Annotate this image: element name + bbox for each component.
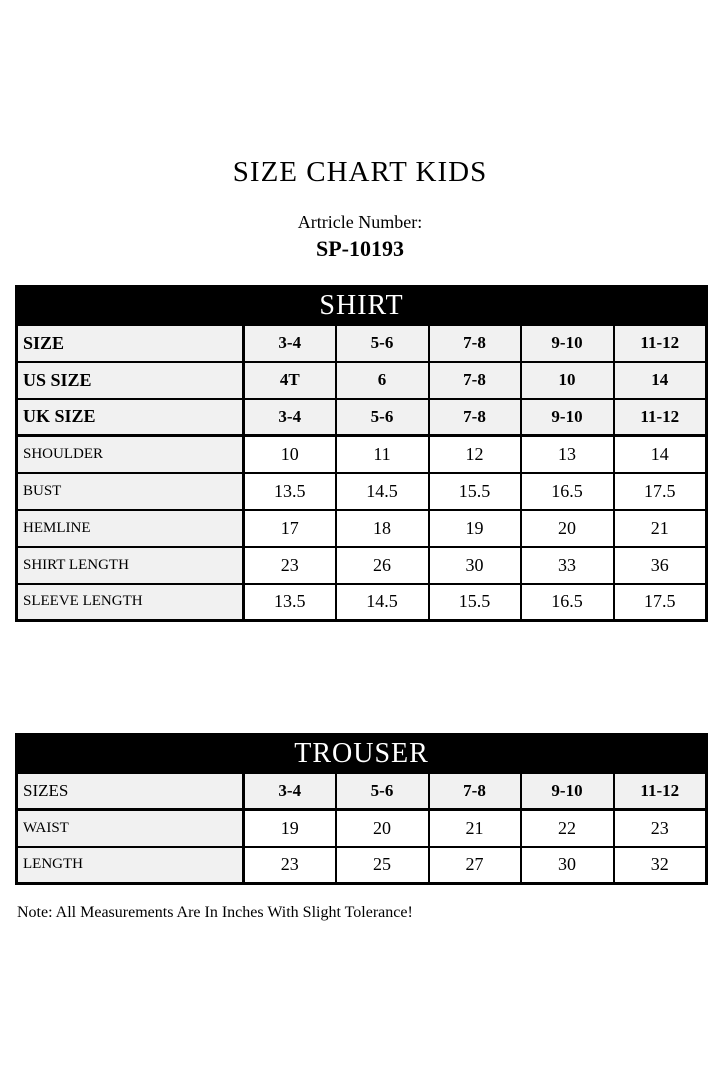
shirt-table-row [17,473,707,510]
shirt-table-row [17,584,707,621]
shirt-table-value-cell: 17.5 [614,584,707,621]
shirt-table-row-label: UK SIZE [17,399,244,436]
shirt-table-value-cell: 13 [521,436,614,473]
shirt-table-value-cell: 36 [614,547,707,584]
shirt-table-value-cell: 21 [614,510,707,547]
article-number-value: SP-10193 [316,236,404,261]
shirt-table-value-cell: 7-8 [429,399,521,436]
shirt-table-value-cell: 9-10 [521,399,614,436]
shirt-table-value-cell: 18 [336,510,429,547]
shirt-table-value-cell: 3-4 [244,325,336,362]
trouser-table-row [17,847,707,884]
shirt-table-value-cell: 14.5 [336,584,429,621]
shirt-table-value-cell: 3-4 [244,399,336,436]
trouser-table-title: TROUSER [17,735,707,773]
shirt-table-value-cell: 26 [336,547,429,584]
shirt-table-value-cell: 7-8 [429,325,521,362]
shirt-table-value-cell: 9-10 [521,325,614,362]
shirt-table-row-label: BUST [17,473,244,510]
shirt-table-row-label: US SIZE [17,362,244,399]
shirt-table-value-cell: 10 [244,436,336,473]
trouser-table-value-cell: 27 [429,847,521,884]
shirt-table-value-cell: 15.5 [429,584,521,621]
shirt-table-value-cell: 13.5 [244,473,336,510]
trouser-table-value-cell: 5-6 [336,773,429,810]
shirt-table-value-cell: 33 [521,547,614,584]
shirt-table-value-cell: 7-8 [429,362,521,399]
trouser-table-value-cell: 11-12 [614,773,707,810]
shirt-table-value-cell: 14 [614,362,707,399]
shirt-table-row [17,436,707,473]
shirt-table-row [17,362,707,399]
trouser-table-row [17,810,707,847]
shirt-table-row-label: SIZE [17,325,244,362]
trouser-table-value-cell: 32 [614,847,707,884]
shirt-table-value-cell: 19 [429,510,521,547]
shirt-table-value-cell: 5-6 [336,399,429,436]
shirt-table-row [17,510,707,547]
shirt-table-value-cell: 6 [336,362,429,399]
shirt-table-value-cell: 10 [521,362,614,399]
trouser-table-row [17,773,707,810]
trouser-table-value-cell: 19 [244,810,336,847]
trouser-table-value-cell: 3-4 [244,773,336,810]
shirt-table-value-cell: 16.5 [521,473,614,510]
shirt-table-row-label: SHOULDER [17,436,244,473]
shirt-table-value-cell: 11-12 [614,399,707,436]
trouser-table-value-cell: 9-10 [521,773,614,810]
trouser-table-row-label: WAIST [17,810,244,847]
shirt-table-row-label: SHIRT LENGTH [17,547,244,584]
article-number-label: Artricle Number: [297,212,423,232]
shirt-table-row [17,399,707,436]
shirt-table-value-cell: 5-6 [336,325,429,362]
shirt-table-value-cell: 14 [614,436,707,473]
shirt-table-row-label: HEMLINE [17,510,244,547]
trouser-table-value-cell: 30 [521,847,614,884]
trouser-table-value-cell: 25 [336,847,429,884]
shirt-table-title: SHIRT [17,287,707,325]
trouser-table-value-cell: 23 [614,810,707,847]
trouser-size-table [15,733,708,885]
shirt-table-row [17,325,707,362]
shirt-table-value-cell: 14.5 [336,473,429,510]
shirt-table-value-cell: 30 [429,547,521,584]
trouser-table-row-label: LENGTH [17,847,244,884]
trouser-table-value-cell: 20 [336,810,429,847]
shirt-table-value-cell: 16.5 [521,584,614,621]
trouser-table-value-cell: 21 [429,810,521,847]
trouser-table-header-row [17,735,707,773]
shirt-table-value-cell: 20 [521,510,614,547]
shirt-table-row-label: SLEEVE LENGTH [17,584,244,621]
trouser-table-value-cell: 22 [521,810,614,847]
page-title: SIZE CHART KIDS [232,156,488,188]
shirt-table-value-cell: 11 [336,436,429,473]
shirt-table-value-cell: 12 [429,436,521,473]
shirt-table-row [17,547,707,584]
trouser-table-value-cell: 23 [244,847,336,884]
shirt-table-value-cell: 17 [244,510,336,547]
shirt-table-value-cell: 11-12 [614,325,707,362]
shirt-table-value-cell: 17.5 [614,473,707,510]
shirt-table-value-cell: 23 [244,547,336,584]
shirt-table-value-cell: 13.5 [244,584,336,621]
shirt-table-value-cell: 15.5 [429,473,521,510]
measurement-note: Note: All Measurements Are In Inches With Slight Tolerance! [17,904,413,921]
shirt-table-header-row [17,287,707,325]
shirt-size-table [15,285,708,622]
trouser-table-row-label: SIZES [17,773,244,810]
trouser-table-value-cell: 7-8 [429,773,521,810]
shirt-table-value-cell: 4T [244,362,336,399]
